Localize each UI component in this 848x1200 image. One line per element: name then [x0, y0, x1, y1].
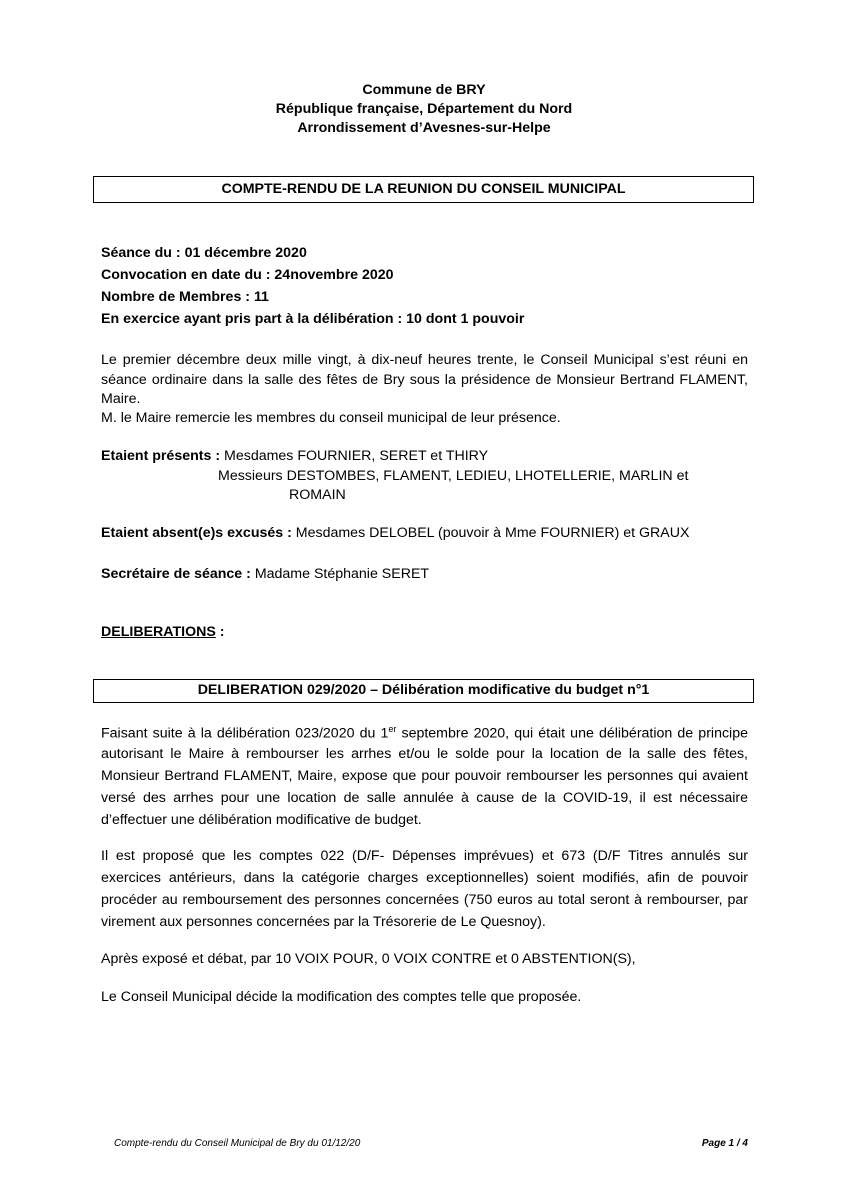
intro-line-2: séance ordinaire dans la salle des fêtes de Bry sous la présidence de Monsieur Bertrand FLAMENT,: [101, 372, 748, 388]
p2-line-4: virement aux personnes concernées par la Trésorerie de Le Quesnoy).: [101, 914, 546, 930]
p1-line-1b: septembre 2020, qui était une délibération de principe: [396, 725, 748, 742]
absents-label: Etaient absent(e)s excusés :: [101, 525, 292, 541]
absents-row: [101, 525, 689, 541]
p3-vote: Après exposé et débat, par 10 VOIX POUR, 0 VOIX CONTRE et 0 ABSTENTION(S),: [101, 951, 636, 967]
header-commune: Commune de BRY: [362, 82, 486, 98]
presents-messieurs-cont: ROMAIN: [289, 487, 346, 503]
p2-line-3: procéder au remboursement des personnes concernées (750 euros au total seront à rembourser, par: [101, 892, 748, 908]
p2-line-2: exercices antérieurs, dans la catégorie charges exceptionnelles) soient modifiés, afin de pouvoir: [101, 870, 748, 886]
presents-mesdames: Mesdames FOURNIER, SERET et THIRY: [224, 448, 489, 464]
deliberation-box: DELIBERATION 029/2020 – Délibération modificative du budget n°1: [93, 679, 754, 703]
absents-text: Mesdames DELOBEL (pouvoir à Mme FOURNIER) et GRAUX: [295, 525, 690, 541]
p1-line-1-sup: er: [388, 724, 397, 734]
seance-date: Séance du : 01 décembre 2020: [101, 245, 307, 261]
seance-exercice: En exercice ayant pris part à la délibération : 10 dont 1 pouvoir: [101, 311, 525, 327]
intro-line-1: Le premier décembre deux mille vingt, à dix-neuf heures trente, le Conseil Municipal s’est réuni en: [101, 352, 748, 368]
deliberations-heading: [101, 624, 225, 640]
header-republique: République française, Département du Nord: [275, 101, 573, 117]
p4-decision: Le Conseil Municipal décide la modification des comptes telle que proposée.: [101, 989, 582, 1005]
p1-line-3: Monsieur Bertrand FLAMENT, Maire, expose que pour pouvoir rembourser les personnes qui avaient: [101, 768, 748, 784]
p1-line-2: autorisant le Maire à rembourser les arrhes et/ou le solde pour la location de la salle des fêtes,: [101, 746, 748, 762]
p1-line-4: versé des arrhes pour une location de salle annulée à cause de la COVID-19, il est nécessaire: [101, 790, 748, 806]
secretaire-label: Secrétaire de séance :: [101, 566, 251, 582]
seance-convocation: Convocation en date du : 24novembre 2020: [101, 267, 394, 283]
footer-page-number: Page 1 / 4: [701, 1138, 748, 1149]
p2-line-1: Il est proposé que les comptes 022 (D/F- Dépenses imprévues) et 673 (D/F Titres annulés sur: [101, 848, 748, 864]
intro-line-3: Maire.: [101, 391, 141, 407]
seance-membres: Nombre de Membres : 11: [101, 289, 269, 305]
presents-messieurs: Messieurs DESTOMBES, FLAMENT, LEDIEU, LHOTELLERIE, MARLIN et: [218, 468, 689, 484]
secretaire-row: [101, 566, 429, 582]
footer-left: Compte-rendu du Conseil Municipal de Bry du 01/12/20: [114, 1138, 361, 1149]
p1-line-1a: Faisant suite à la délibération 023/2020 du 1: [101, 725, 389, 742]
deliberations-colon: :: [215, 624, 225, 640]
presents-label: Etaient présents :: [101, 448, 221, 464]
deliberations-title: DELIBERATIONS: [101, 624, 216, 640]
intro-line-4: M. le Maire remercie les membres du conseil municipal de leur présence.: [101, 410, 561, 426]
p1-line-5: d’effectuer une délibération modificative de budget.: [101, 812, 422, 828]
secretaire-text: Madame Stéphanie SERET: [254, 566, 430, 582]
presents-row: [101, 448, 488, 464]
title-box: COMPTE-RENDU DE LA REUNION DU CONSEIL MUNICIPAL: [93, 176, 754, 203]
p1-line-1: [101, 724, 748, 742]
header-arrondissement: Arrondissement d’Avesnes-sur-Helpe: [297, 120, 551, 136]
